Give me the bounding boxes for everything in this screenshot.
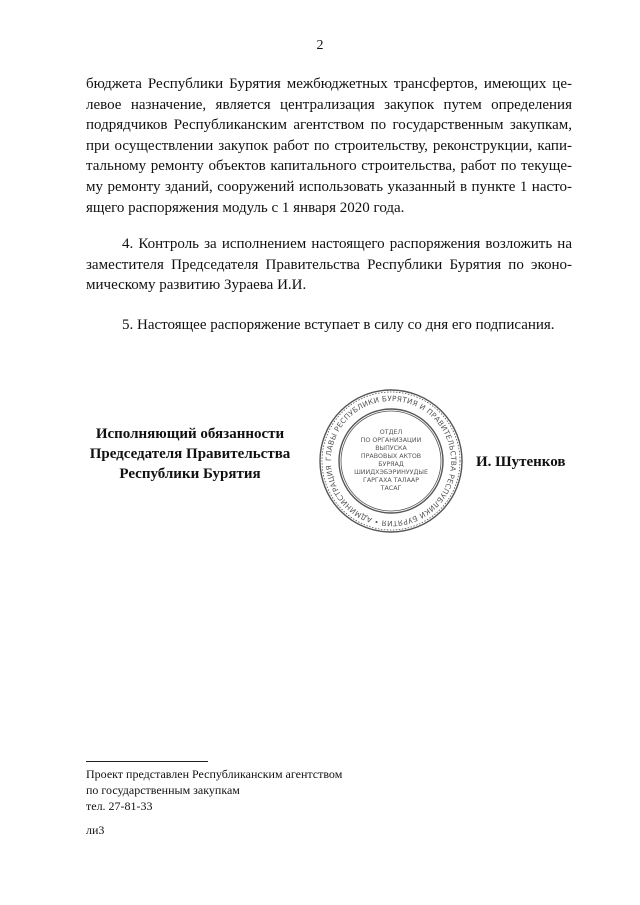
text-line: тальному ремонту объектов капитального строительства, работ по текуще- — [86, 158, 572, 175]
stamp-center-line: ВЫПУСКА — [375, 445, 407, 452]
paragraph-effective-date — [86, 315, 572, 336]
footnote — [86, 766, 426, 838]
footnote-line: по государственным закупкам — [86, 783, 240, 797]
official-stamp — [318, 388, 464, 534]
text-line: при осуществлении закупок работ по строительству, реконструкции, капи- — [86, 137, 572, 154]
text-line: му ремонту зданий, сооружений использовать указанный в пункте 1 насто- — [86, 178, 572, 195]
text-line: левое назначение, является централизация закупок путем определения — [86, 96, 572, 113]
text-line: бюджета Республики Бурятия межбюджетных трансфертов, имеющих це- — [86, 76, 572, 92]
text-line: ящего распоряжения модуль с 1 января 2020 года. — [86, 199, 405, 216]
text-line: подрядчиков Республиканским агентством по государственным закупкам, — [86, 117, 572, 134]
signer-title-line: Исполняющий обязанности — [95, 426, 285, 442]
stamp-center-line: ПРАВОВЫХ АКТОВ — [360, 453, 422, 460]
stamp-center-line: ОТДЕЛ — [379, 429, 403, 436]
signer-name: И. Шутенков — [476, 454, 566, 470]
document-code: ли3 — [86, 823, 105, 837]
stamp-center-line: БУРЯАД — [378, 461, 404, 468]
stamp-center-line: ПО ОРГАНИЗАЦИИ — [360, 437, 422, 444]
stamp-center-line: ШИИДХЭБЭРИНУУДЫЕ — [354, 469, 428, 476]
stamp-center-line: ГАРГАХА ТАЛААР — [362, 477, 420, 484]
signer-title — [80, 424, 300, 484]
stamp-ring-text: ГЛАВЫ РЕСПУБЛИКИ БУРЯТИЯ И ПРАВИТЕЛЬСТВА РЕСПУБЛИКИ БУРЯТИЯ • АДМИНИСТРАЦИЯ — [323, 393, 459, 529]
text-line: 4. Контроль за исполнением настоящего распоряжения возложить на — [122, 236, 572, 252]
paragraph-centralized-procurement — [86, 74, 572, 218]
signer-title-line: Председателя Правительства — [89, 446, 291, 462]
text-line: мическому развитию Зураева И.И. — [86, 277, 307, 294]
text-line: заместителя Председателя Правительства Республики Бурятия по эконо- — [86, 256, 572, 273]
text-line: 5. Настоящее распоряжение вступает в силу со дня его подписания. — [122, 317, 555, 333]
signer-title-line: Республики Бурятия — [119, 466, 261, 482]
stamp-center-line: ТАСАГ — [380, 485, 402, 492]
footnote-line: тел. 27-81-33 — [86, 799, 153, 813]
paragraph-control-clause — [86, 234, 572, 296]
page-number: 2 — [316, 38, 324, 53]
footnote-line: Проект представлен Республиканским агентством — [86, 767, 343, 781]
footnote-divider — [86, 761, 208, 762]
